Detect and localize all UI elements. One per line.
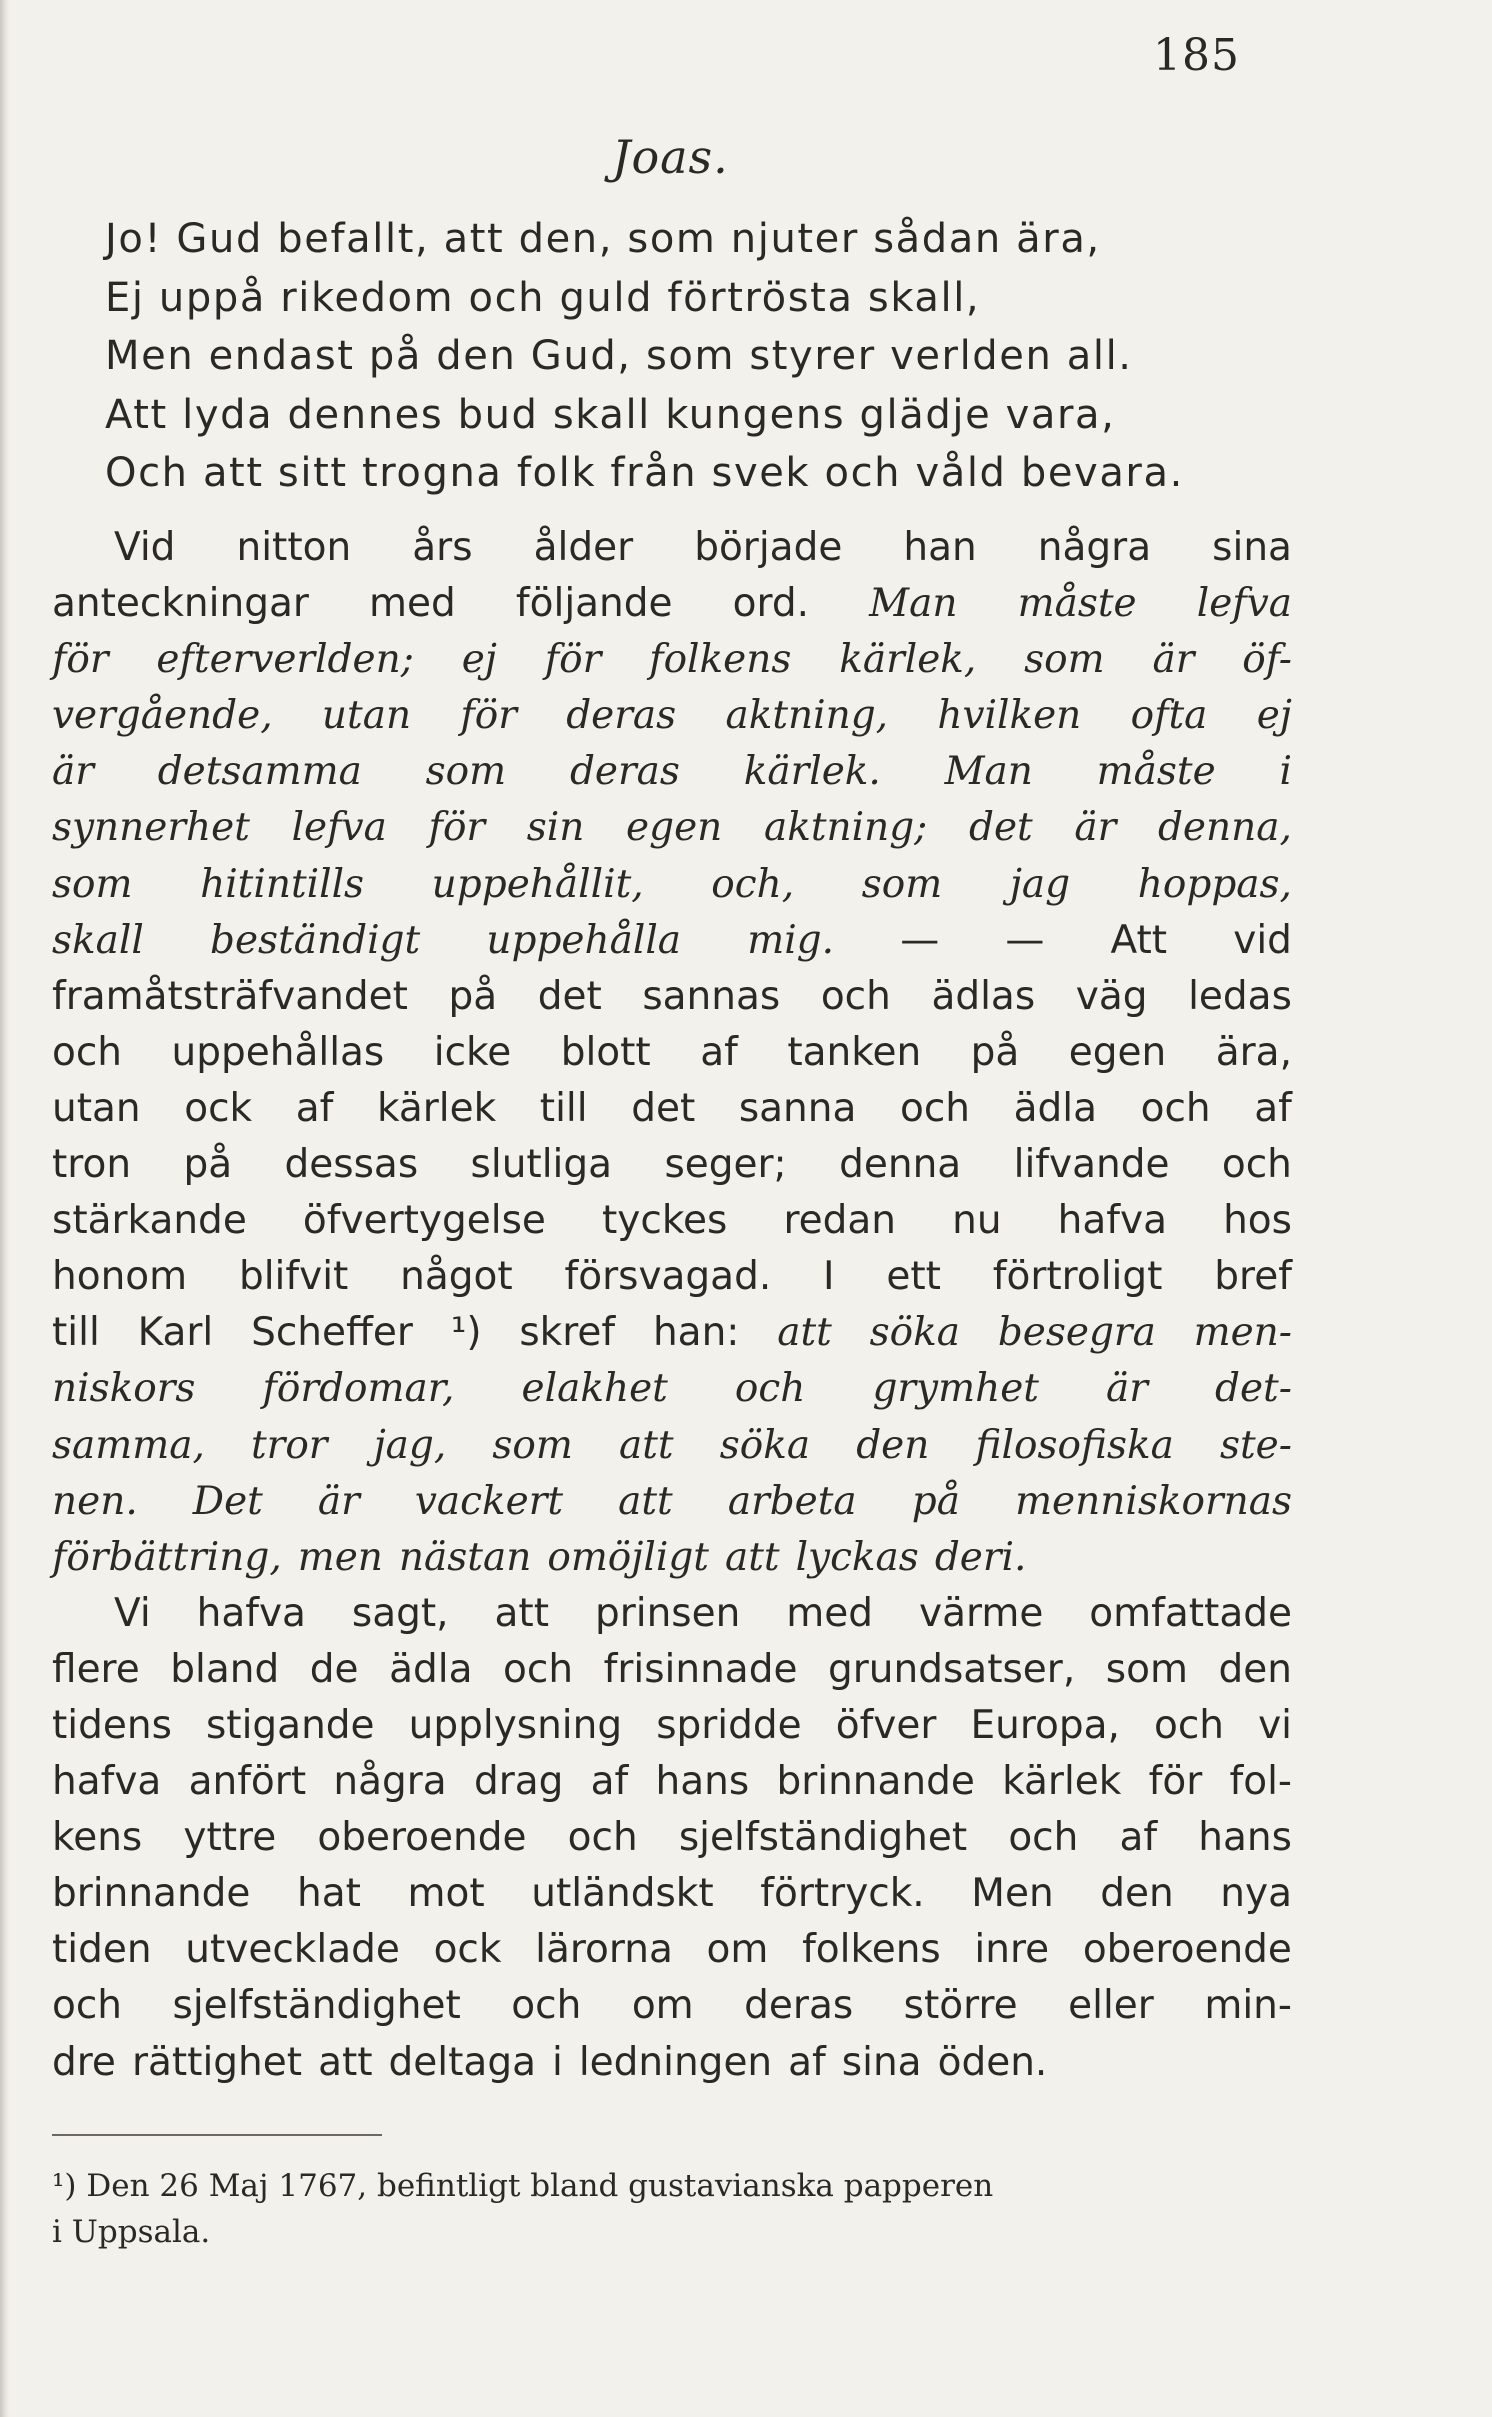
word: sanna <box>738 1085 857 1131</box>
word: att <box>724 1534 780 1580</box>
word: förtryck. <box>760 1871 925 1917</box>
word: tyckes <box>602 1198 728 1244</box>
word: något <box>400 1254 513 1300</box>
word: förbättring, <box>52 1534 282 1580</box>
word: denna, <box>1157 805 1292 851</box>
word: tron <box>52 1142 132 1188</box>
word: tror <box>251 1422 328 1468</box>
word: hos <box>1223 1198 1292 1244</box>
word: slutliga <box>470 1142 613 1188</box>
word: och <box>734 1366 806 1412</box>
word: brinnande <box>776 1759 975 1805</box>
word: på <box>970 1029 1020 1075</box>
word: på <box>911 1478 960 1524</box>
word: om <box>706 1927 769 1973</box>
word: grundsatser, <box>828 1646 1076 1692</box>
word: sannas <box>642 973 781 1019</box>
word: blott <box>560 1029 651 1075</box>
prose-line <box>52 1474 1292 1530</box>
word: niskors <box>52 1366 196 1412</box>
word: den <box>1100 1871 1174 1917</box>
word: han <box>903 525 977 570</box>
word: för <box>52 637 109 683</box>
word: yttre <box>183 1815 277 1861</box>
word: och <box>1008 1815 1079 1861</box>
verse-line: Jo! Gud befallt, att den, som njuter sådan ära, <box>105 216 1101 262</box>
footnote-text: i Uppsala. <box>52 2214 211 2250</box>
word: och <box>900 1085 971 1131</box>
word: rättighet <box>131 2039 303 2085</box>
word: hafva <box>52 1759 162 1805</box>
word: utan <box>321 693 412 739</box>
word: att <box>318 2039 373 2085</box>
word: filosofiska <box>975 1422 1174 1468</box>
word: ofta <box>1130 693 1208 739</box>
prose-line <box>52 688 1292 744</box>
word: besegra <box>997 1310 1156 1356</box>
prose-line <box>52 2035 1292 2091</box>
word: och <box>1153 1702 1225 1748</box>
word: ej <box>461 637 497 683</box>
word: att <box>777 1310 832 1356</box>
word: det <box>537 973 602 1019</box>
word: hafva <box>196 1590 306 1636</box>
word: icke <box>433 1029 512 1075</box>
word: upplysning <box>408 1702 623 1748</box>
footnote-text: ¹) Den 26 Maj 1767, befintligt bland gustavianska papperen <box>52 2168 994 2204</box>
word: men- <box>1193 1310 1292 1356</box>
word: ledningen <box>578 2039 773 2085</box>
prose-line <box>52 1418 1292 1474</box>
word: som <box>52 861 133 907</box>
verse-line: Att lyda dennes bud skall kungens glädje vara, <box>105 391 1116 438</box>
prose-line <box>52 1642 1292 1698</box>
word: några <box>1037 525 1152 570</box>
prose-line <box>52 1361 1292 1417</box>
word: Att <box>1110 917 1168 963</box>
word: redan <box>783 1198 896 1244</box>
word: ädla <box>1013 1085 1098 1131</box>
word: blifvit <box>238 1254 349 1300</box>
word: ock <box>184 1085 253 1131</box>
word: Europa, <box>970 1702 1120 1748</box>
word: Men <box>971 1871 1054 1917</box>
word: vid <box>1233 917 1292 963</box>
word: det- <box>1215 1366 1292 1412</box>
word: som <box>1024 637 1105 683</box>
word: väg <box>1075 973 1148 1019</box>
word: på <box>448 973 498 1019</box>
word: Det <box>192 1478 263 1524</box>
word: ord. <box>732 581 810 627</box>
word: större <box>903 1983 1018 2029</box>
word: sjelfständighet <box>678 1815 968 1861</box>
word: oberoende <box>317 1815 527 1861</box>
word: aktning; <box>763 805 928 851</box>
word: deras <box>566 693 677 739</box>
prose-line <box>52 1978 1292 2034</box>
word: af <box>295 1085 334 1131</box>
word: samma, <box>52 1422 205 1468</box>
word: uppehållit, <box>431 861 644 907</box>
prose-line <box>52 1249 1292 1305</box>
word: tidens <box>52 1702 172 1748</box>
word: och <box>567 1815 638 1861</box>
word: till <box>539 1085 588 1131</box>
footnote-line <box>52 2163 1292 2209</box>
word: är <box>1106 1366 1148 1412</box>
word: vi <box>1258 1702 1292 1748</box>
word: men <box>297 1534 383 1580</box>
word: sina <box>841 2039 922 2085</box>
word: nu <box>952 1198 1002 1244</box>
word: flere <box>52 1646 140 1692</box>
word: öfver <box>835 1702 937 1748</box>
word: omöjligt <box>547 1534 709 1580</box>
word: kärlek <box>376 1085 497 1131</box>
word: i <box>1279 749 1292 795</box>
word: att <box>618 1422 674 1468</box>
prose-body <box>52 520 1292 2091</box>
word: och <box>1221 1142 1292 1188</box>
word: brinnande <box>52 1871 251 1917</box>
word: fol- <box>1229 1759 1292 1805</box>
word: följande <box>515 581 673 627</box>
word: af <box>1254 1085 1292 1131</box>
verse-line: Ej uppå rikedom och guld förtrösta skall, <box>105 274 981 321</box>
word: hans <box>1198 1815 1292 1861</box>
page-binding-edge <box>0 0 10 2417</box>
word: jag, <box>373 1422 447 1468</box>
word: prinsen <box>594 1590 741 1636</box>
word: bland <box>170 1646 280 1692</box>
word: beständigt <box>210 917 421 963</box>
word: ej <box>1256 693 1292 739</box>
prose-line <box>52 1193 1292 1249</box>
word: af <box>1119 1815 1158 1861</box>
word: hvilken <box>937 693 1082 739</box>
word: med <box>786 1590 874 1636</box>
word: utan <box>52 1085 141 1131</box>
verse-line: Och att sitt trogna folk från svek och våld bevara. <box>105 450 1184 496</box>
word: nya <box>1220 1871 1292 1917</box>
word: detsamma <box>157 749 362 795</box>
prose-line <box>52 1081 1292 1137</box>
footnote-line <box>52 2209 1292 2255</box>
prose-line <box>52 744 1292 800</box>
word: kärlek. <box>743 749 881 795</box>
word: den <box>856 1422 930 1468</box>
word: ålder <box>533 525 634 570</box>
word: Vi <box>114 1590 151 1636</box>
word: ock <box>433 1927 502 1973</box>
word: måste <box>1017 581 1137 627</box>
word: inre <box>974 1927 1050 1973</box>
word: mig. <box>747 917 835 963</box>
word: för <box>1148 1759 1203 1805</box>
word: lefva <box>291 805 387 851</box>
word: den <box>1218 1646 1292 1692</box>
word: nen. <box>52 1478 138 1524</box>
prose-line <box>52 1305 1292 1361</box>
prose-line <box>52 520 1292 576</box>
word: omfattade <box>1089 1590 1292 1636</box>
word: förtroligt <box>992 1254 1163 1300</box>
word: och, <box>711 861 795 907</box>
word: ett <box>886 1254 941 1300</box>
prose-line <box>52 969 1292 1025</box>
word: denna <box>839 1142 962 1188</box>
word: värme <box>919 1590 1044 1636</box>
footnote <box>52 2163 1292 2255</box>
word: aktning, <box>725 693 889 739</box>
word: menniskornas <box>1015 1478 1292 1524</box>
word: på <box>183 1142 233 1188</box>
word: det <box>969 805 1033 851</box>
word: eller <box>1068 1983 1154 2029</box>
word: för <box>428 805 486 851</box>
word: och <box>511 1983 582 2029</box>
word: hafva <box>1057 1198 1167 1244</box>
prose-line <box>52 913 1292 969</box>
footnote-divider <box>52 2134 382 2136</box>
prose-line <box>52 1754 1292 1810</box>
word: ädlas <box>931 973 1036 1019</box>
word: stigande <box>205 1702 375 1748</box>
prose-line <box>52 1530 1292 1586</box>
word: vackert <box>414 1478 564 1524</box>
word: seger; <box>664 1142 787 1188</box>
word: stärkande <box>52 1198 247 1244</box>
word: deltaga <box>388 2039 536 2085</box>
word: af <box>590 1759 629 1805</box>
word: I <box>823 1254 835 1300</box>
word: skref <box>519 1310 616 1356</box>
page-number: 185 <box>1153 30 1240 81</box>
word: och <box>52 1029 123 1075</box>
prose-line <box>52 1698 1292 1754</box>
word: framåtsträfvandet <box>52 973 408 1019</box>
word: folkens <box>649 637 792 683</box>
word: synnerhet <box>52 805 250 851</box>
word: för <box>544 637 602 683</box>
word: några <box>333 1759 447 1805</box>
word: af <box>700 1029 738 1075</box>
word: försvagad. <box>564 1254 772 1300</box>
word: hoppas, <box>1137 861 1292 907</box>
word: deras <box>744 1983 854 2029</box>
word: söka <box>869 1310 961 1356</box>
word: och <box>820 973 891 1019</box>
word: det <box>631 1085 696 1131</box>
word: Scheffer <box>251 1310 413 1356</box>
word: arbeta <box>727 1478 857 1524</box>
word: som <box>1105 1646 1188 1692</box>
word: lifvande <box>1013 1142 1170 1188</box>
word: i <box>551 2039 563 2085</box>
word: söka <box>719 1422 811 1468</box>
word: — <box>900 917 940 963</box>
word: spridde <box>656 1702 802 1748</box>
word: nästan <box>398 1534 532 1580</box>
word: ste- <box>1219 1422 1292 1468</box>
word: tanken <box>787 1029 922 1075</box>
word: som <box>425 749 507 795</box>
word: skall <box>52 917 144 963</box>
word: bref <box>1214 1254 1292 1300</box>
word: är <box>317 1478 360 1524</box>
word: uppehållas <box>171 1029 385 1075</box>
word: öfvertygelse <box>302 1198 546 1244</box>
word: öf- <box>1242 637 1292 683</box>
word: om <box>631 1983 694 2029</box>
word: deras <box>569 749 680 795</box>
word: och <box>52 1983 123 2029</box>
word: elakhet <box>521 1366 668 1412</box>
word: sina <box>1212 525 1292 570</box>
word: kärlek <box>1002 1759 1122 1805</box>
prose-line <box>52 800 1292 856</box>
word: drag <box>473 1759 564 1805</box>
word: de <box>309 1646 359 1692</box>
prose-line <box>52 632 1292 688</box>
prose-line <box>52 1586 1292 1642</box>
word: och <box>503 1646 574 1692</box>
word: ädla <box>389 1646 473 1692</box>
word: Man <box>944 749 1033 795</box>
word: att <box>494 1590 550 1636</box>
word: honom <box>52 1254 188 1300</box>
word: oberoende <box>1082 1927 1292 1973</box>
word: min- <box>1204 1983 1292 2029</box>
word: hans <box>655 1759 750 1805</box>
prose-line <box>52 857 1292 913</box>
word: frisinnade <box>603 1646 798 1692</box>
word: Vid <box>114 525 176 570</box>
word: öden. <box>937 2039 1048 2085</box>
prose-line <box>52 1866 1292 1922</box>
word: vergående, <box>52 693 273 739</box>
word: är <box>1074 805 1117 851</box>
word: som <box>861 861 943 907</box>
prose-line <box>52 1922 1292 1978</box>
word: egen <box>1068 1029 1167 1075</box>
word: lärorna <box>535 1927 673 1973</box>
word: ledas <box>1188 973 1292 1019</box>
word: af <box>788 2039 826 2085</box>
word: han: <box>652 1310 740 1356</box>
word: och <box>1140 1085 1211 1131</box>
word: dre <box>52 2039 116 2085</box>
word: Man <box>869 581 958 627</box>
word: ¹) <box>450 1310 482 1356</box>
word: nitton <box>236 525 352 570</box>
word: ära, <box>1215 1029 1292 1075</box>
word: anfört <box>188 1759 307 1805</box>
word: som <box>492 1422 573 1468</box>
word: uppehålla <box>486 917 682 963</box>
word: utvecklade <box>185 1927 400 1973</box>
word: började <box>694 525 843 570</box>
word: mot <box>407 1871 485 1917</box>
word: anteckningar <box>52 581 309 627</box>
word: deri. <box>934 1534 1027 1580</box>
prose-line <box>52 576 1292 632</box>
word: utländskt <box>531 1871 714 1917</box>
word: jag <box>1009 861 1071 907</box>
word: att <box>618 1478 673 1524</box>
word: måste <box>1096 749 1216 795</box>
word: till <box>52 1310 100 1356</box>
word: med <box>369 581 456 627</box>
word: är <box>1152 637 1195 683</box>
word: egen <box>626 805 723 851</box>
word: kärlek, <box>839 637 977 683</box>
prose-line <box>52 1025 1292 1081</box>
word: folkens <box>802 1927 941 1973</box>
word: för <box>460 693 517 739</box>
word: lyckas <box>795 1534 919 1580</box>
speaker-heading: Joas. <box>612 130 729 184</box>
word: — <box>1005 917 1045 963</box>
prose-line <box>52 1137 1292 1193</box>
word: sin <box>526 805 585 851</box>
word: kens <box>52 1815 143 1861</box>
word: tiden <box>52 1927 152 1973</box>
verse-block <box>105 210 1290 503</box>
word: efterverlden; <box>156 637 414 683</box>
word: Karl <box>137 1310 214 1356</box>
word: hat <box>297 1871 361 1917</box>
word: sjelfständighet <box>172 1983 461 2029</box>
verse-line: Men endast på den Gud, som styrer verlden all. <box>105 333 1133 379</box>
word: lefva <box>1196 581 1292 627</box>
word: hitintills <box>200 861 365 907</box>
word: grymhet <box>872 1366 1039 1412</box>
word: dessas <box>284 1142 419 1188</box>
word: sagt, <box>351 1590 449 1636</box>
word: års <box>412 525 473 570</box>
word: är <box>52 749 94 795</box>
word: fördomar, <box>262 1366 455 1412</box>
prose-line <box>52 1810 1292 1866</box>
